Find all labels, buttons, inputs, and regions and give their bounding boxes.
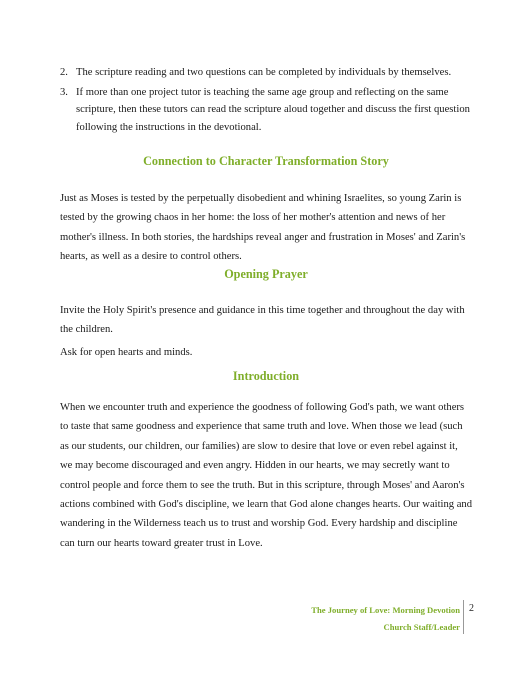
connection-paragraph: Just as Moses is tested by the perpetually disobedient and whining Israelites, so young Zarin is tested by the growing chaos in her home: the loss of her mother's attention and news of her mother's illness. In both stories, the hardships reveal anger and frustration in Moses' and Zarin's hearts, as well as a desire to control others.	[60, 193, 466, 263]
list-item-text: The scripture reading and two questions can be completed by individuals by themselves.	[76, 67, 452, 78]
footer-divider	[463, 600, 464, 634]
introduction-heading: Introduction	[232, 369, 300, 383]
introduction-paragraph: When we encounter truth and experience the goodness of following God's path, we want others to taste that same goodness and experience that same truth and love. When those we lead (such as our students, our children, our families) are slow to desire that love or even rebel against it, we may become discouraged and even angry. Hidden in our hearts, we may secretly want to control people and force them to see the truth. But in this scripture, through Moses' and Aaron's actions combined with God's discipline, we learn that God alone changes hearts. Our waiting and wandering in the Wilderness teach us to trust and worship God. Every hardship and discipline can turn our hearts toward greater trust in Love.	[60, 402, 473, 549]
connection-heading: Connection to Character Transformation Story	[143, 154, 389, 168]
page-footer	[160, 602, 460, 636]
list-item	[60, 84, 470, 136]
opening-prayer-paragraph: Invite the Holy Spirit's presence and guidance in this time together and throughout the day with the children.	[60, 305, 465, 336]
list-item-number: 2.	[60, 67, 68, 78]
footer-title: The Journey of Love: Morning Devotion	[311, 605, 460, 615]
list-item-text: If more than one project tutor is teaching the same age group and reflecting on the same scripture, then these tutors can read the scripture aloud together and discuss the first question following the instructions in the devotional.	[76, 87, 470, 133]
list-item	[60, 64, 470, 81]
opening-prayer-paragraph-2: Ask for open hearts and minds.	[60, 347, 193, 358]
footer-subtitle: Church Staff/Leader	[383, 622, 460, 632]
page-number: 2	[469, 603, 474, 614]
list-item-number: 3.	[60, 87, 68, 99]
opening-prayer-heading: Opening Prayer	[224, 267, 308, 281]
instruction-list	[60, 64, 470, 136]
